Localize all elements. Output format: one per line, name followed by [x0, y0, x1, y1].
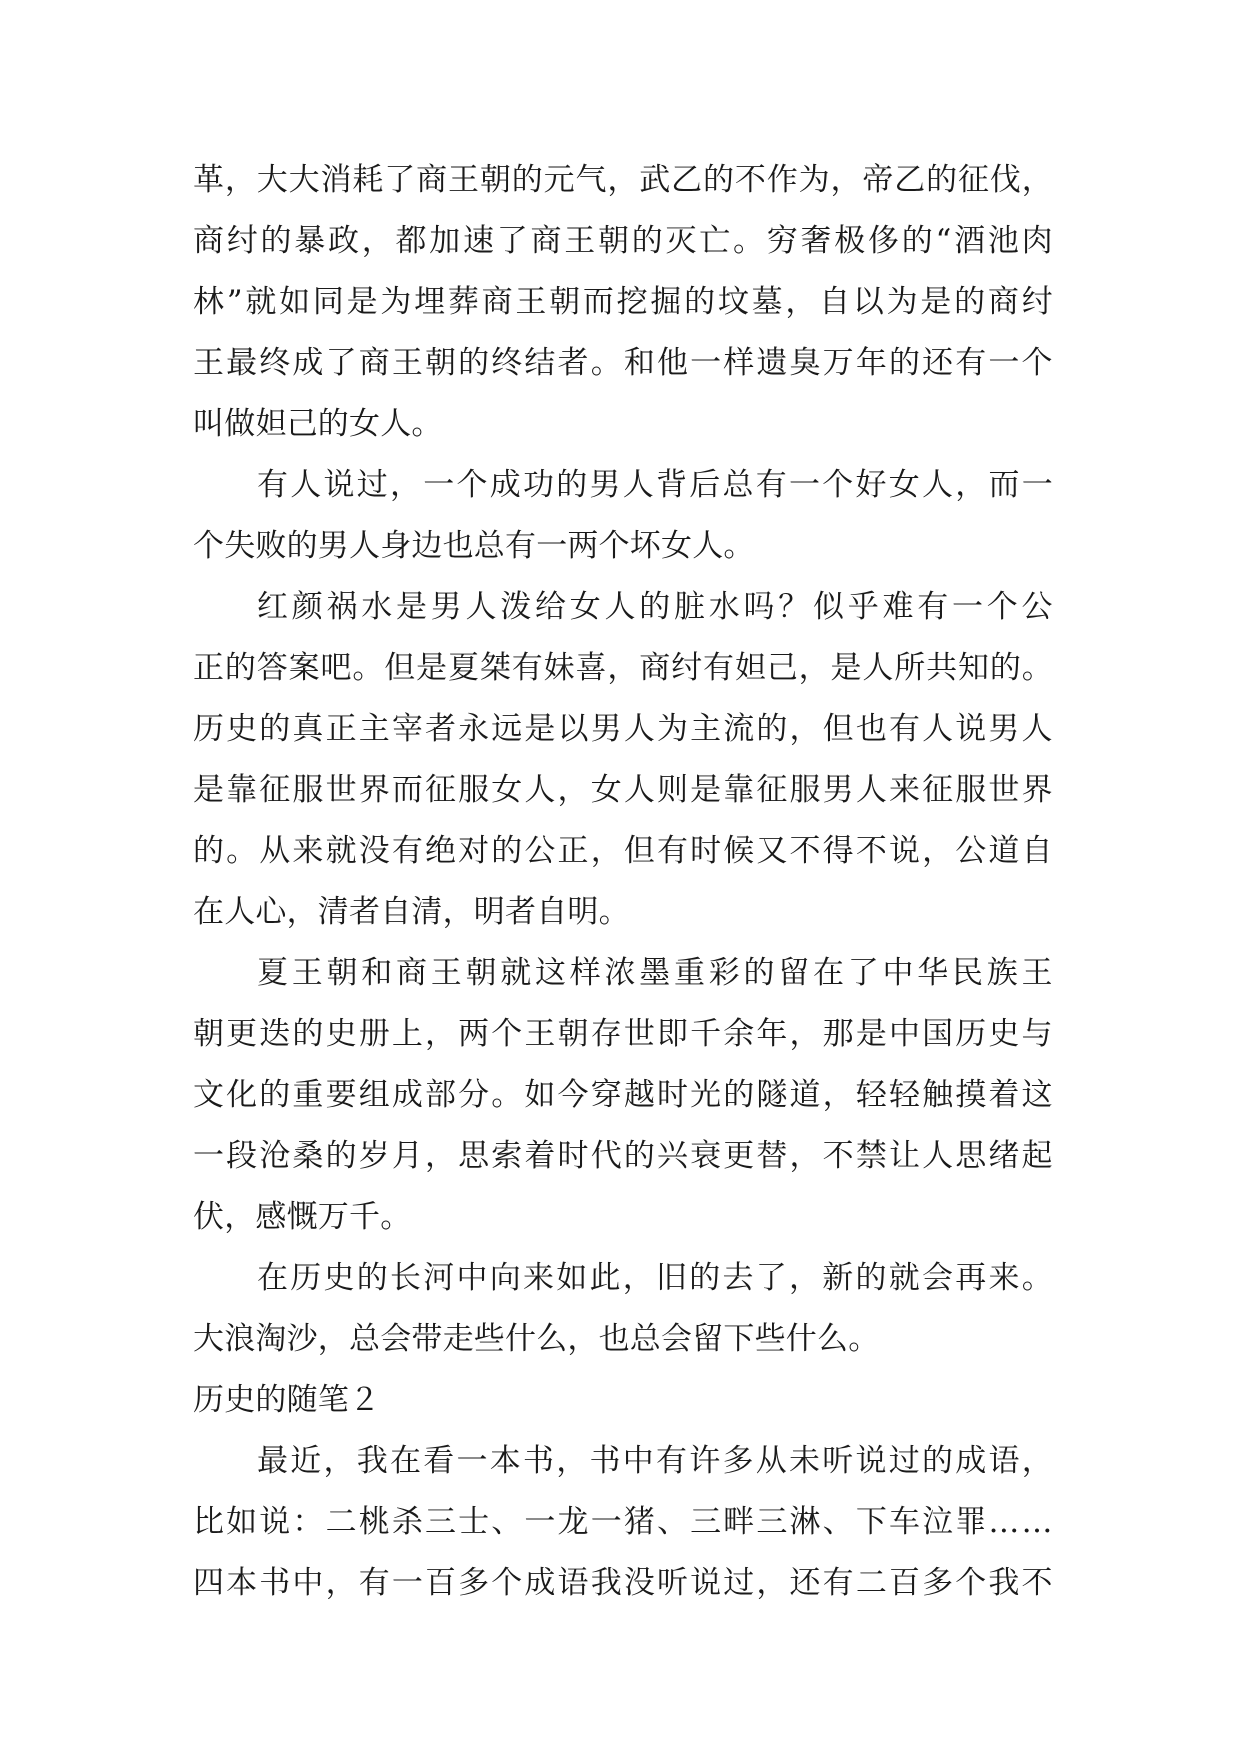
text-line: 林 ” 就 如 同 是 为 埋 葬 商 王 朝 而 挖 掘 的 坟 墓 ， 自 以 为 是 的 商 纣 [193, 284, 1053, 320]
text-line: 伏，感慨万千。 [193, 1199, 412, 1235]
text-line: 夏 王 朝 和 商 王 朝 就 这 样 浓 墨 重 彩 的 留 在 了 中 华 民 族 王 [257, 955, 1053, 991]
text-line: 有 人 说 过 ， 一 个 成 功 的 男 人 背 后 总 有 一 个 好 女 人 ， 而 一 [257, 467, 1053, 503]
text-line: 叫做妲己的女人。 [193, 406, 443, 442]
text-line: 红 颜 祸 水 是 男 人 泼 给 女 人 的 脏 水 吗 ？ 似 乎 难 有 一 个 公 [257, 589, 1053, 625]
text-line: 比 如 说 ： 二 桃 杀 三 士 、 一 龙 一 猪 、 三 畔 三 淋 、 下 车 泣 罪 … … [193, 1504, 1053, 1540]
text-line: 商 纣 的 暴 政 ， 都 加 速 了 商 王 朝 的 灭 亡 。 穷 奢 极 侈 的 “ 酒 池 肉 [193, 223, 1053, 259]
text-line: 大浪淘沙，总会带走些什么，也总会留下些什么。 [193, 1321, 880, 1357]
document-page [193, 150, 1053, 1614]
text-line: 革 ， 大 大 消 耗 了 商 王 朝 的 元 气 ， 武 乙 的 不 作 为 ， 帝 乙 的 征 伐 ， [193, 162, 1053, 198]
text-line: 历 史 的 真 正 主 宰 者 永 远 是 以 男 人 为 主 流 的 ， 但 也 有 人 说 男 人 [193, 711, 1053, 747]
text-line: 在 历 史 的 长 河 中 向 来 如 此 ， 旧 的 去 了 ， 新 的 就 会 再 来 。 [257, 1260, 1053, 1296]
text-line: 朝 更 迭 的 史 册 上 ， 两 个 王 朝 存 世 即 千 余 年 ， 那 是 中 国 历 史 与 [193, 1016, 1053, 1052]
text-line: 正 的 答 案 吧 。 但 是 夏 桀 有 妹 喜 ， 商 纣 有 妲 己 ， 是 人 所 共 知 的 。 [193, 650, 1053, 686]
text-line: 最 近 ， 我 在 看 一 本 书 ， 书 中 有 许 多 从 未 听 说 过 的 成 语 ， [257, 1443, 1053, 1479]
text-line: 个失败的男人身边也总有一两个坏女人。 [193, 528, 755, 564]
text-line: 是 靠 征 服 世 界 而 征 服 女 人 ， 女 人 则 是 靠 征 服 男 人 来 征 服 世 界 [193, 772, 1053, 808]
text-line: 文 化 的 重 要 组 成 部 分 。 如 今 穿 越 时 光 的 隧 道 ， 轻 轻 触 摸 着 这 [193, 1077, 1053, 1113]
text-line: 的 。 从 来 就 没 有 绝 对 的 公 正 ， 但 有 时 候 又 不 得 不 说 ， 公 道 自 [193, 833, 1053, 869]
text-line: 一 段 沧 桑 的 岁 月 ， 思 索 着 时 代 的 兴 衰 更 替 ， 不 禁 让 人 思 绪 起 [193, 1138, 1053, 1174]
text-line: 在人心，清者自清，明者自明。 [193, 894, 630, 930]
text-line: 王 最 终 成 了 商 王 朝 的 终 结 者 。 和 他 一 样 遗 臭 万 年 的 还 有 一 个 [193, 345, 1053, 381]
section-heading: 历史的随笔２ [193, 1382, 381, 1418]
text-line: 四 本 书 中 ， 有 一 百 多 个 成 语 我 没 听 说 过 ， 还 有 二 百 多 个 我 不 [193, 1565, 1053, 1601]
